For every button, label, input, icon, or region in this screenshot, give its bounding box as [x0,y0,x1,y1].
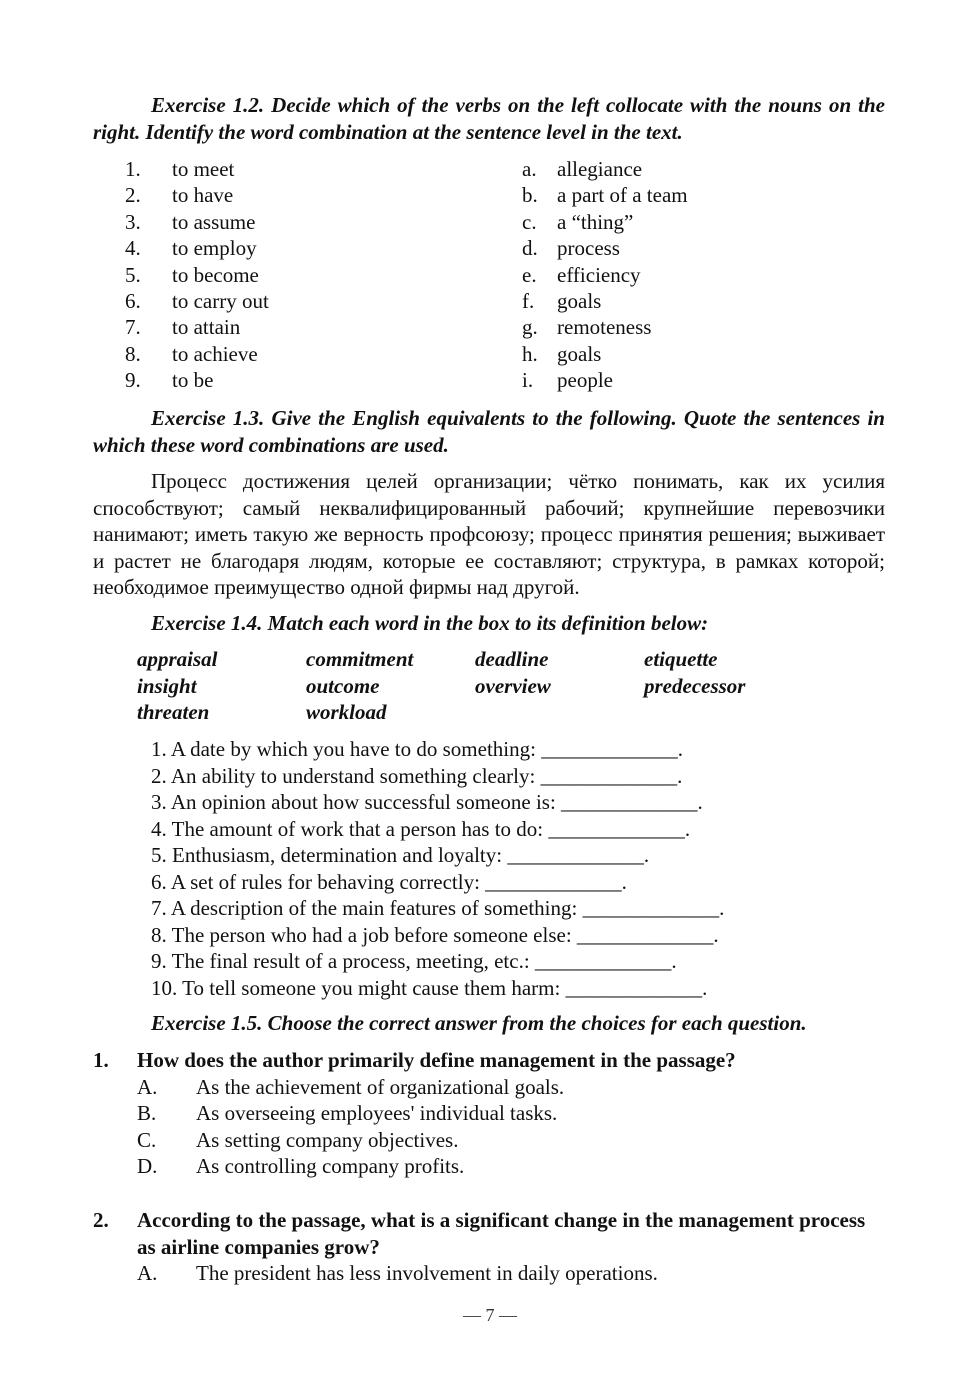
word-row [137,699,837,726]
question-text: How does the author primarily define management in the passage? [137,1048,736,1072]
noun: remoteness [557,315,652,340]
definition-item: 9. The final result of a process, meeting, etc.: _____________. [151,949,677,973]
word-insight: insight [137,673,197,698]
definition-item: 8. The person who had a job before someone else: _____________. [151,922,719,947]
word-predecessor: predecessor [644,673,746,698]
verb-number: 3. [125,209,141,234]
collocation-row [0,367,980,393]
noun-letter: a. [522,157,537,181]
word-deadline: deadline [475,647,549,671]
collocation-row [0,235,980,261]
word-etiquette: etiquette [644,647,718,671]
option-text: As setting company objectives. [196,1127,459,1152]
option-text: The president has less involvement in daily operations. [196,1261,658,1285]
noun-letter: b. [522,183,538,208]
verb: to have [172,183,234,208]
option-letter: A. [137,1074,158,1099]
verb: to achieve [172,341,258,366]
word-outcome: outcome [306,673,380,698]
exercise-1-4-heading: Exercise 1.4. Match each word in the box to its definition below: [151,611,709,635]
definition-item: 2. An ability to understand something clearly: _____________. [151,763,683,788]
verb: to be [172,368,214,393]
definition-item: 10. To tell someone you might cause them harm: _____________. [151,975,708,1000]
collocation-row [0,182,980,208]
verb-number: 7. [125,315,141,340]
question-2 [93,1207,885,1287]
collocation-row [0,156,980,182]
answer-option [93,1260,885,1287]
option-letter: B. [137,1101,157,1125]
word-row [137,673,837,700]
exercise-1-2-heading: Exercise 1.2. Decide which of the verbs on the left collocate with the nouns on the right. Identify the word combination at the sentence level in the text. [93,93,885,144]
definition-item: 6. A set of rules for behaving correctly: _____________. [151,869,627,894]
word-box [137,646,837,726]
verb-number: 1. [125,157,141,181]
noun-letter: e. [522,262,537,287]
answer-option [93,1074,885,1101]
verb: to meet [172,157,235,181]
noun-letter: c. [522,209,537,234]
verb-number: 4. [125,236,141,261]
word-overview: overview [475,673,551,698]
exercise-1-3-heading: Exercise 1.3. Give the English equivalents to the following. Quote the sentences in which these word combinations are used. [93,406,885,457]
word-workload: workload [306,700,387,724]
verb-number: 6. [125,288,141,313]
option-text: As the achievement of organizational goals. [196,1074,565,1099]
noun-letter: i. [522,368,534,393]
word-appraisal: appraisal [137,647,218,671]
collocation-row [0,209,980,235]
question-1 [93,1047,885,1180]
answer-option [93,1153,885,1180]
collocation-row [0,262,980,288]
definition-list [151,736,724,1001]
option-text: As overseeing employees' individual tasks. [196,1101,558,1125]
verb: to employ [172,236,257,261]
verb: to become [172,262,259,287]
verb-number: 8. [125,341,141,366]
definition-item: 5. Enthusiasm, determination and loyalty: _____________. [151,843,650,867]
collocation-row [0,314,980,340]
noun: a part of a team [557,183,688,208]
noun-letter: f. [522,288,535,313]
option-letter: C. [137,1127,157,1152]
definition-item: 7. A description of the main features of something: _____________. [151,896,725,920]
word-commitment: commitment [306,647,414,671]
exercise-1-5-heading: Exercise 1.5. Choose the correct answer from the choices for each question. [151,1011,807,1035]
noun-letter: g. [522,315,538,340]
noun-letter: d. [522,236,538,261]
definition-item: 4. The amount of work that a person has to do: _____________. [151,816,691,841]
question-number: 1. [93,1048,109,1072]
noun: people [557,368,613,393]
option-text: As controlling company profits. [196,1154,465,1178]
verb: to assume [172,209,256,234]
noun: a “thing” [557,209,634,234]
collocation-row [0,341,980,367]
verb-number: 2. [125,183,141,208]
word-threaten: threaten [137,700,210,724]
noun: process [557,236,620,261]
verb-number: 9. [125,368,141,393]
definition-item: 3. An opinion about how successful someone is: _____________. [151,790,703,814]
question-text: According to the passage, what is a significant change in the management process as airline companies grow? [137,1208,866,1259]
noun: goals [557,341,602,366]
noun-letter: h. [522,341,538,366]
option-letter: A. [137,1261,158,1285]
noun: efficiency [557,262,641,287]
noun: goals [557,288,602,313]
exercise-1-3-body: Процесс достижения целей организации; чётко понимать, как их усилия способствуют; самый неквалифицированный рабочий; крупнейшие перевозчики нанимают; иметь такую же верность профсоюзу; процесс принятия решения; выживает и растет не благодаря людям, которые ее составляют; структура, в рамках которой; необходимое преимущество одной фирмы над другой. [93,469,885,599]
question-number: 2. [93,1208,109,1232]
verb-number: 5. [125,262,141,287]
option-letter: D. [137,1154,158,1178]
verb: to attain [172,315,241,340]
collocation-list [0,156,980,394]
verb: to carry out [172,288,269,313]
collocation-row [0,288,980,314]
page-number: — 7 — [463,1305,517,1325]
answer-option [93,1100,885,1127]
word-row [137,646,837,673]
answer-option [93,1127,885,1154]
definition-item: 1. A date by which you have to do something: _____________. [151,737,683,761]
noun: allegiance [557,157,643,181]
